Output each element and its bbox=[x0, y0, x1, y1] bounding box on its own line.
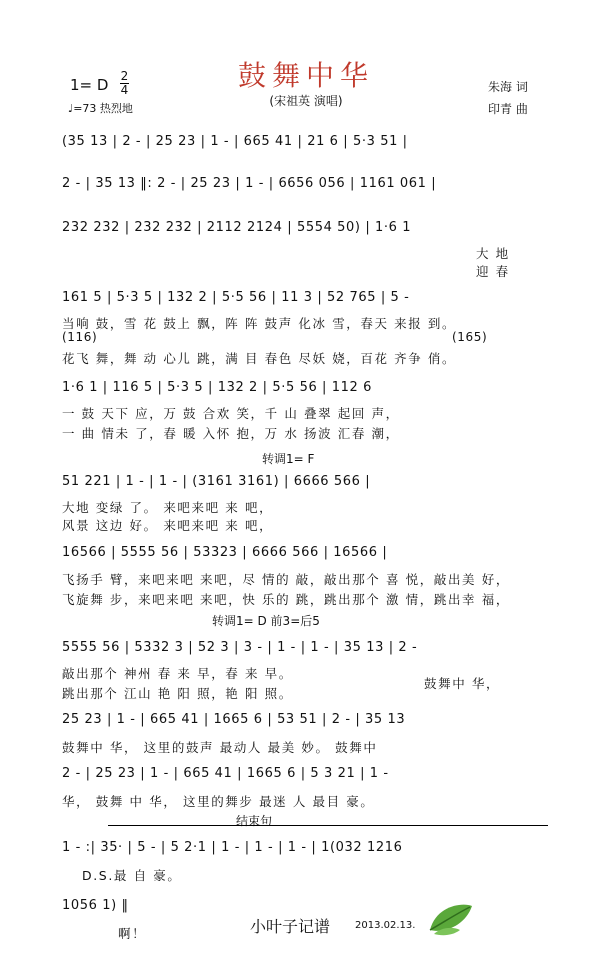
score-line-4-note: (165) bbox=[452, 330, 488, 344]
lyric-line-3a: 大 地 bbox=[476, 246, 510, 261]
transcription-date: 2013.02.13. bbox=[355, 920, 416, 931]
lyric-line-5b: 一 曲 情未 了，春 暖 入怀 抱，万 水 扬波 汇春 潮， bbox=[62, 426, 400, 441]
score-line-12: 1056 1) ‖ bbox=[62, 898, 129, 913]
score-line-1: (35 13 | 2 - | 25 23 | 1 - | 665 41 | 21 6 | 5·3 51 | bbox=[62, 134, 408, 149]
score-line-7: 16566 | 5555 56 | 53323 | 6666 566 | 16566 | bbox=[62, 545, 388, 560]
lyric-line-8a: 敲出那个 神州 春 来 早，春 来 早。 bbox=[62, 666, 293, 681]
ending-bracket bbox=[108, 825, 548, 826]
lyric-line-8b: 跳出那个 江山 艳 阳 照，艳 阳 照。 bbox=[62, 686, 293, 701]
lyric-line-7b: 飞旋舞 步，来吧来吧 来吧，快 乐的 跳，跳出那个 激 情，跳出幸 福， bbox=[62, 592, 510, 607]
lyric-line-12: 啊！ bbox=[118, 926, 147, 941]
singer-credit: (宋祖英 演唱) bbox=[269, 94, 343, 108]
composer-credit: 印青 曲 bbox=[488, 102, 528, 116]
time-sig-bottom: 4 bbox=[120, 83, 129, 97]
lyric-line-11: D.S.最 自 豪。 bbox=[82, 868, 182, 883]
lyric-line-4b: 花飞 舞，舞 动 心儿 跳，满 目 春色 尽妖 娆，百花 齐争 俏。 bbox=[62, 351, 457, 366]
lyricist-credit: 朱海 词 bbox=[488, 80, 528, 94]
lyric-line-6b: 风景 这边 好。 来吧来吧 来 吧， bbox=[62, 518, 274, 533]
score-line-3: 232 232 | 232 232 | 2112 2124 | 5554 50) | 1·6 1 bbox=[62, 220, 412, 235]
lyric-line-8-right: 鼓舞中 华， bbox=[424, 676, 501, 691]
time-signature bbox=[120, 70, 129, 97]
lyric-line-4a: 当响 鼓，雪 花 鼓上 飘，阵 阵 鼓声 化冰 雪，春天 来报 到。 bbox=[62, 316, 457, 331]
score-line-10: 2 - | 25 23 | 1 - | 665 41 | 1665 6 | 5 3 21 | 1 - bbox=[62, 766, 389, 781]
lyric-line-7a: 飞扬手 臂，来吧来吧 来吧，尽 情的 敲，敲出那个 喜 悦，敲出美 好， bbox=[62, 572, 510, 587]
time-sig-top: 2 bbox=[120, 69, 129, 83]
transcriber-signature: 小叶子记谱 bbox=[250, 917, 331, 936]
score-line-2: 2 - | 35 13 ‖: 2 - | 25 23 | 1 - | 6656 056 | 1161 061 | bbox=[62, 176, 437, 191]
lyric-line-9: 鼓舞中 华， 这里的鼓声 最动人 最美 妙。 鼓舞中 bbox=[62, 740, 378, 755]
score-line-9: 25 23 | 1 - | 665 41 | 1665 6 | 53 51 | 2 - | 35 13 bbox=[62, 712, 406, 727]
ending-label: 结束句 bbox=[236, 814, 273, 828]
score-line-8: 5555 56 | 5332 3 | 52 3 | 3 - | 1 - | 1 - | 35 13 | 2 - bbox=[62, 640, 418, 655]
lyric-line-3b: 迎 春 bbox=[476, 264, 510, 279]
lyric-line-10: 华， 鼓舞 中 华， 这里的舞步 最迷 人 最目 豪。 bbox=[62, 794, 375, 809]
score-line-4-pre: (116) bbox=[62, 330, 98, 344]
score-line-11: 1 - :| 35· | 5 - | 5 2·1 | 1 - | 1 - | 1 - | 1(032 1216 bbox=[62, 840, 403, 855]
modulation-d: 转调1= D 前3=后5 bbox=[212, 614, 320, 628]
modulation-f: 转调1= F bbox=[262, 452, 315, 466]
score-line-6: 51 221 | 1 - | 1 - | (3161 3161) | 6666 566 | bbox=[62, 474, 371, 489]
score-line-5: 1·6 1 | 116 5 | 5·3 5 | 132 2 | 5·5 56 | 112 6 bbox=[62, 380, 372, 395]
song-title: 鼓舞中华 bbox=[237, 59, 374, 92]
lyric-line-6a: 大地 变绿 了。 来吧来吧 来 吧， bbox=[62, 500, 274, 515]
key-signature: 1= D bbox=[70, 76, 109, 94]
score-line-4: 161 5 | 5·3 5 | 132 2 | 5·5 56 | 11 3 | 52 765 | 5 - bbox=[62, 290, 410, 305]
tempo-marking: ♩=73 热烈地 bbox=[68, 102, 133, 115]
leaf-icon bbox=[426, 900, 476, 936]
lyric-line-5a: 一 鼓 天下 应，万 鼓 合欢 笑，千 山 叠翠 起回 声， bbox=[62, 406, 400, 421]
